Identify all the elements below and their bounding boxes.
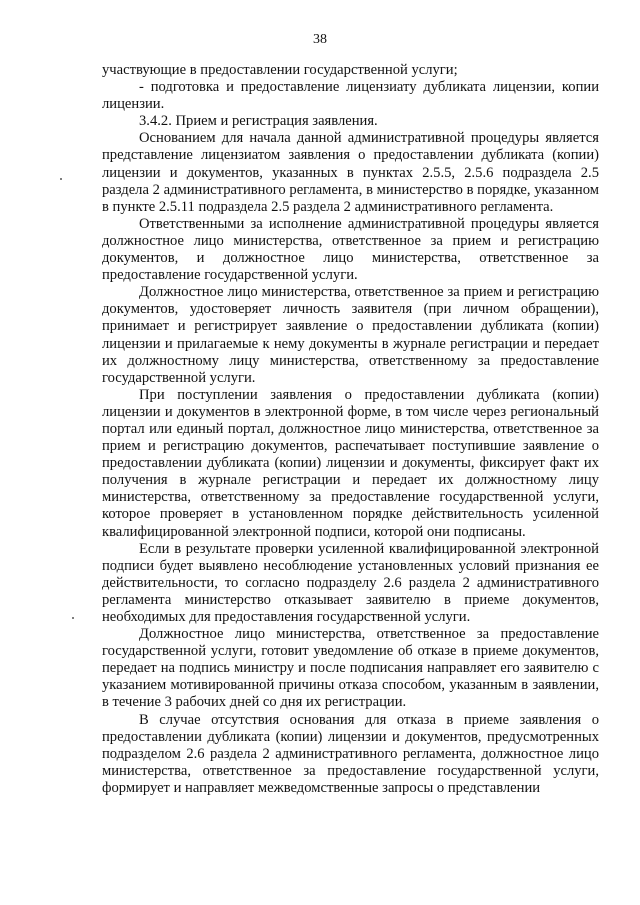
paragraph: В случае отсутствия основания для отказа в приеме заявления о предоставлении дубликата (копии) лицензии и документов, предусмотренных подразделом 2.6 раздела 2 административного регламента, должностное лицо министерства, ответственное за предоставление государственной услуги, формирует и направляет межведомственные запросы о представлении	[102, 711, 599, 796]
paragraph: Если в результате проверки усиленной квалифицированной электронной подписи будет выявлено несоблюдение установленных условий признания ее действительности, то согласно подразделу 2.6 раздела 2 административного регламента министерство отказывает заявителю в приеме документов, необходимых для предоставления государственной услуги.	[102, 540, 599, 625]
page-number: 38	[313, 32, 327, 47]
paragraph: 3.4.2. Прием и регистрация заявления.	[139, 113, 378, 130]
scan-speck	[72, 617, 74, 619]
paragraph: При поступлении заявления о предоставлении дубликата (копии) лицензии и документов в электронной форме, в том числе через региональный портал или единый портал, должностное лицо министерства, ответственное за прием и регистрацию документов, распечатывает поступившие заявление о предоставлении дубликата (копии) лицензии и документы, фиксирует факт их получения в журнале регистрации и передает их должностному лицу министерства, ответственному за предоставление государственной услуги, которое проверяет в установленном порядке действительность усиленной квалифицированной электронной подписи, которой они подписаны.	[102, 386, 599, 540]
paragraph: Основанием для начала данной административной процедуры является представление лицензиатом заявления о предоставлении дубликата (копии) лицензии и документов, указанных в пунктах 2.5.5, 2.5.6 подраздела 2.5 раздела 2 административного регламента, в министерство в порядке, указанном в пункте 2.5.11 подраздела 2.5 раздела 2 административного регламента.	[102, 130, 599, 215]
paragraph: Должностное лицо министерства, ответственное за предоставление государственной услуги, готовит уведомление об отказе в приеме документов, передает на подпись министру и после подписания направляет его заявителю с указанием мотивированной причины отказа способом, указанным в заявлении, в течение 3 рабочих дней со дня их регистрации.	[102, 626, 599, 711]
scan-speck	[60, 178, 62, 180]
paragraph: Должностное лицо министерства, ответственное за прием и регистрацию документов, удостоверяет личность заявителя (при личном обращении), принимает и регистрирует заявление о предоставлении дубликата (копии) лицензии и прилагаемые к нему документы в журнале регистрации и передает их должностному лицу министерства, ответственному за предоставление государственной услуги.	[102, 284, 599, 386]
paragraph: участвующие в предоставлении государственной услуги;	[102, 62, 458, 78]
paragraph: Ответственными за исполнение административной процедуры является должностное лицо министерства, ответственное за прием и регистрацию документов, и должностное лицо министерства, ответственное за предоставление государственной услуги.	[102, 215, 599, 284]
paragraph: - подготовка и предоставление лицензиату дубликата лицензии, копии лицензии.	[102, 79, 599, 113]
document-body	[102, 62, 599, 797]
